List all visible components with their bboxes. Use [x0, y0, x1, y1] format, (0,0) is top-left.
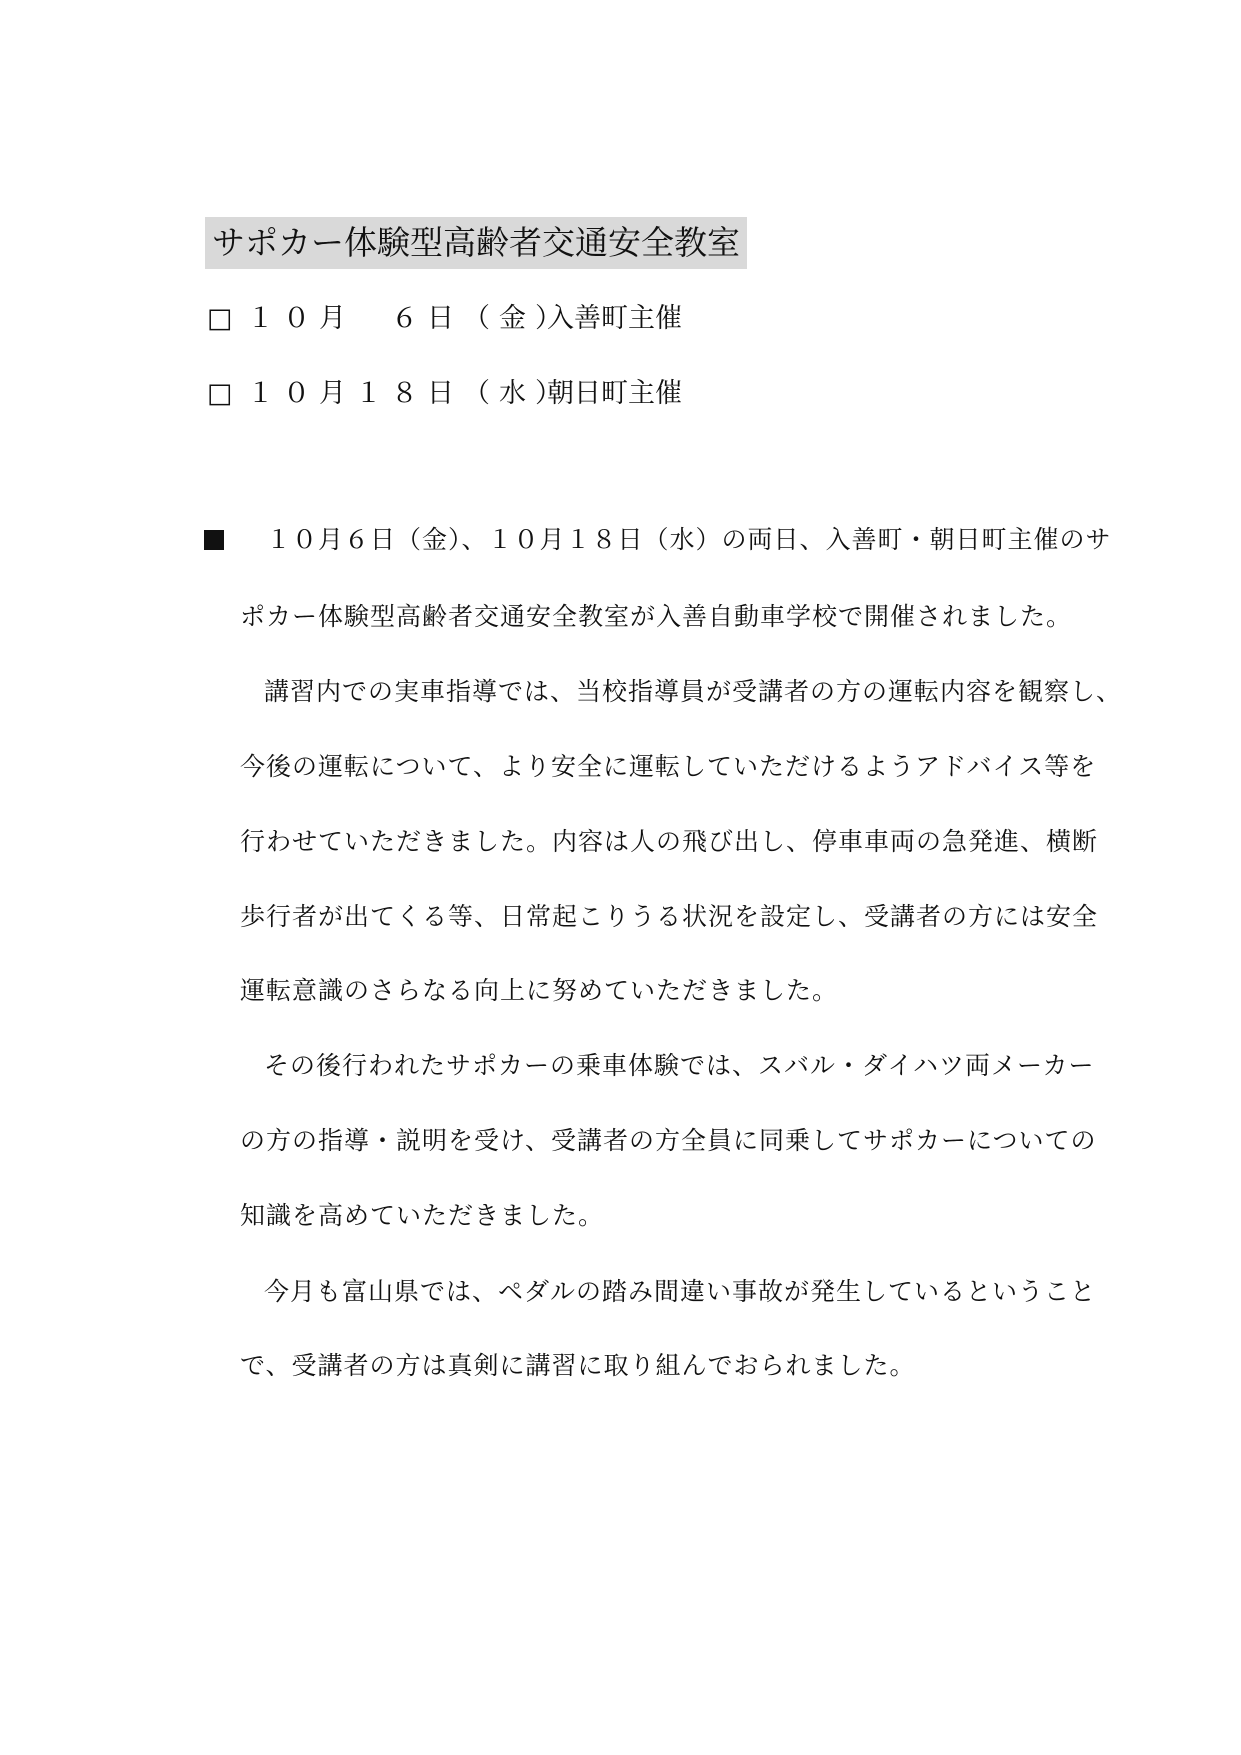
checkbox-icon: □ [207, 303, 233, 334]
body-line: 歩行者が出てくる等、日常起こりうる状況を設定し、受講者の方には安全 [240, 902, 1099, 931]
event-host: 入善町主催 [547, 303, 682, 334]
body-line: 知識を高めていただきました。 [240, 1201, 605, 1230]
body-line: 今後の運転について、より安全に運転していただけるようアドバイス等を [240, 752, 1097, 781]
event-date: １０月 ６日（金） [247, 303, 571, 334]
body-line: 講習内での実車指導では、当校指導員が受講者の方の運転内容を観察し、 [264, 677, 1123, 706]
body-line: 行わせていただきました。内容は人の飛び出し、停車車両の急発進、横断 [240, 827, 1099, 856]
event-item [207, 297, 682, 341]
checkbox-icon: □ [207, 378, 233, 409]
event-host: 朝日町主催 [547, 378, 682, 409]
document-title: サポカー体験型高齢者交通安全教室 [205, 217, 747, 269]
event-date: １０月１８日（水） [247, 378, 571, 409]
body-line: の方の指導・説明を受け、受講者の方全員に同乗してサポカーについての [240, 1126, 1097, 1155]
body-line: 今月も富山県では、ペダルの踏み間違い事故が発生しているということ [264, 1277, 1097, 1306]
body-line: ポカー体験型高齢者交通安全教室が入善自動車学校で開催されました。 [240, 602, 1073, 631]
body-line: １０月６日（金）、１０月１８日（水）の両日、入善町・朝日町主催のサ [266, 525, 1112, 554]
event-item [207, 372, 682, 416]
body-line: 運転意識のさらなる向上に努めていただきました。 [240, 976, 839, 1005]
body-line: で、受講者の方は真剣に講習に取り組んでおられました。 [240, 1351, 916, 1380]
body-line: その後行われたサポカーの乗車体験では、スバル・ダイハツ両メーカー [264, 1051, 1095, 1080]
square-bullet-icon [204, 530, 224, 550]
